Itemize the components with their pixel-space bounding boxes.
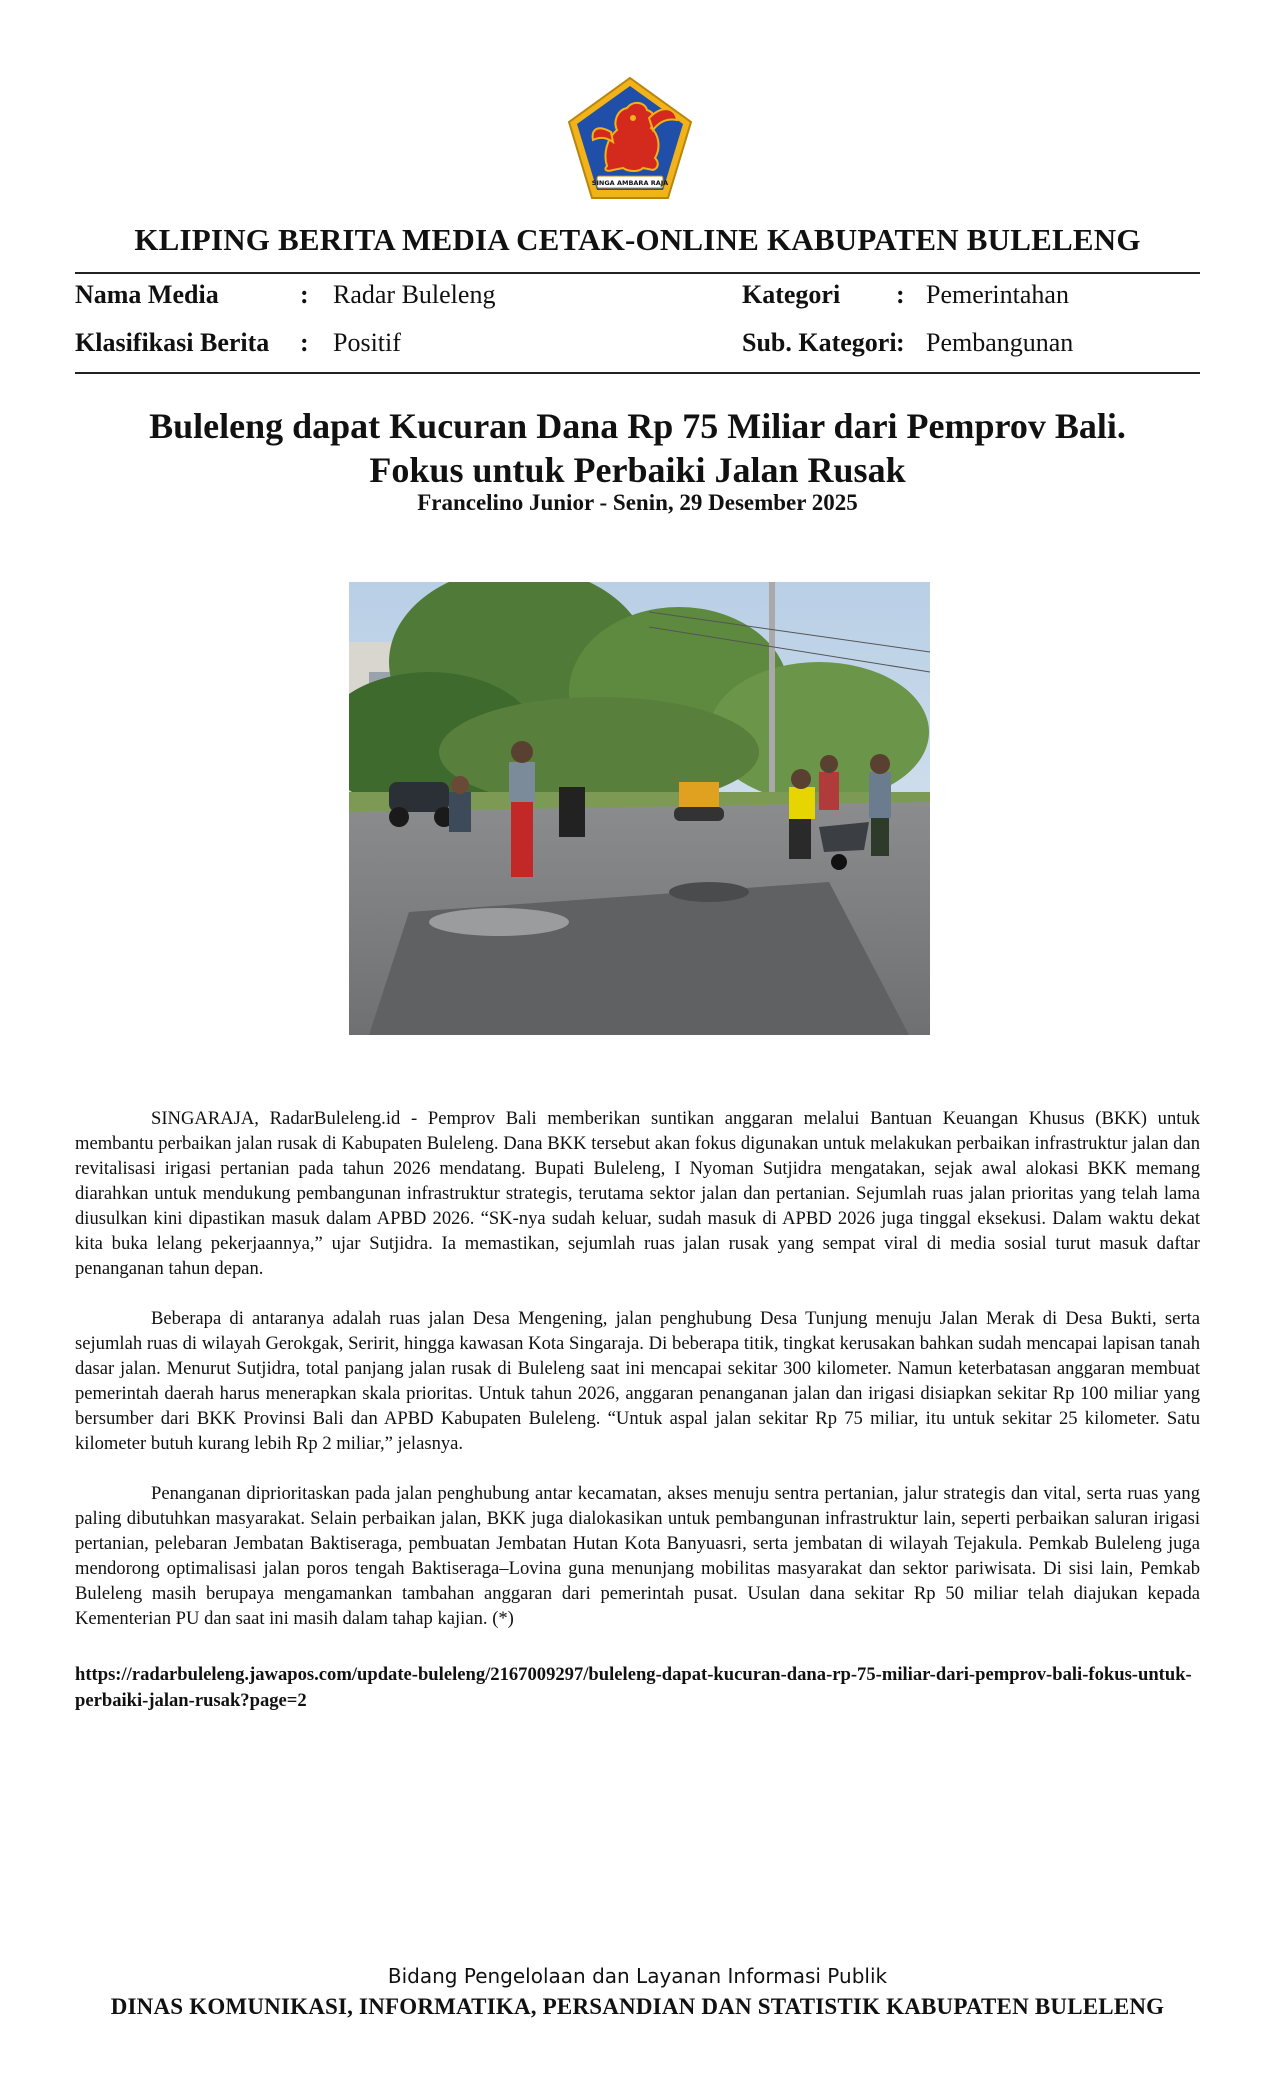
kategori-value: Pemerintahan (926, 280, 1069, 309)
article-headline (0, 404, 1275, 492)
article-paragraph-1: SINGARAJA, RadarBuleleng.id - Pemprov Bali memberikan suntikan anggaran melalui Bantuan Keuangan Khusus (BKK) untuk membantu perbaikan jalan rusak di Kabupaten Buleleng. Dana BKK tersebut akan fokus digunakan untuk melakukan perbaikan infrastruktur jalan dan revitalisasi irigasi pertanian pada tahun 2026 mendatang. Bupati Buleleng, I Nyoman Sutjidra mengatakan, sejak awal alokasi BKK memang diarahkan untuk mendukung pembangunan infrastruktur strategis, terutama sektor jalan dan pertanian. Sejumlah ruas jalan prioritas yang telah lama diusulkan kini dipastikan masuk dalam APBD 2026. “SK-nya sudah keluar, sudah masuk di APBD 2026 juga tinggal eksekusi. Dalam waktu dekat kita buka lelang pekerjaannya,” ujar Sutjidra. Ia memastikan, sejumlah ruas jalan rusak yang sempat viral di media sosial turut masuk daftar penanganan tahun depan. (75, 1108, 1200, 1279)
media-label: Nama Media (75, 280, 219, 309)
document-title: KLIPING BERITA MEDIA CETAK-ONLINE KABUPATEN BULELENG (134, 222, 1141, 257)
subkategori-colon: : (896, 328, 905, 357)
logo-motto: SINGA AMBARA RAJA (591, 179, 669, 187)
subkategori-value: Pembangunan (926, 328, 1074, 357)
article-photo-road-repair (349, 582, 930, 1035)
klasifikasi-value: Positif (333, 328, 401, 357)
header-divider-top (75, 272, 1200, 274)
article-paragraph-3: Penanganan diprioritaskan pada jalan penghubung antar kecamatan, akses menuju sentra pertanian, jalur strategis dan vital, serta ruas yang paling dibutuhkan masyarakat. Selain perbaikan jalan, BKK juga dialokasikan untuk pembangunan infrastruktur lain, seperti perbaikan saluran irigasi pertanian, pelebaran Jembatan Baktiseraga, pembuatan Jembatan Hutan Kota Banyuasri, serta jembatan di wilayah Tejakula. Pemkab Buleleng juga mendorong optimalisasi jalan poros tengah Baktiseraga–Lovina guna menunjang mobilitas masyarakat dan sektor pariwisata. Di sisi lain, Pemkab Buleleng masih berupaya mengamankan tambahan anggaran dari pemerintah pusat. Usulan dana sekitar Rp 50 miliar telah diajukan kepada Kementerian PU dan saat ini masih dalam tahap kajian. (*) (75, 1483, 1200, 1629)
kategori-colon: : (896, 280, 905, 309)
header-divider-bottom (75, 372, 1200, 374)
klasifikasi-label: Klasifikasi Berita (75, 328, 270, 357)
kategori-label: Kategori (742, 280, 841, 309)
subkategori-label: Sub. Kategori (742, 328, 897, 357)
footer-department: Bidang Pengelolaan dan Layanan Informasi Publik (387, 1964, 888, 1988)
media-value: Radar Buleleng (333, 280, 496, 309)
footer-agency: DINAS KOMUNIKASI, INFORMATIKA, PERSANDIAN DAN STATISTIK KABUPATEN BULELENG (110, 1994, 1165, 2019)
buleleng-crest-logo (563, 74, 697, 202)
headline-line-1: Buleleng dapat Kucuran Dana Rp 75 Miliar dari Pemprov Bali. (149, 406, 1126, 446)
media-colon: : (300, 280, 309, 309)
article-body (75, 1106, 1200, 1656)
article-byline: Francelino Junior - Senin, 29 Desember 2025 (417, 490, 858, 515)
headline-line-2: Fokus untuk Perbaiki Jalan Rusak (369, 450, 906, 490)
article-paragraph-2: Beberapa di antaranya adalah ruas jalan Desa Mengening, jalan penghubung Desa Tunjung menuju Jalan Merak di Desa Bukti, serta sejumlah ruas di wilayah Gerokgak, Seririt, hingga kawasan Kota Singaraja. Di beberapa titik, tingkat kerusakan bahkan sudah mencapai lapisan tanah dasar jalan. Menurut Sutjidra, total panjang jalan rusak di Buleleng saat ini mencapai sekitar 300 kilometer. Namun keterbatasan anggaran membuat pemerintah daerah harus menerapkan skala prioritas. Untuk tahun 2026, anggaran penanganan jalan dan irigasi disiapkan sekitar Rp 100 miliar yang bersumber dari BKK Provinsi Bali dan APBD Kabupaten Buleleng. “Untuk aspal jalan sekitar Rp 75 miliar, itu untuk sekitar 25 kilometer. Satu kilometer butuh kurang lebih Rp 2 miliar,” jelasnya. (75, 1308, 1200, 1454)
source-url-link[interactable]: https://radarbuleleng.jawapos.com/update-buleleng/2167009297/buleleng-dapat-kucuran-dana-rp-75-miliar-dari-pemprov-bali-fokus-untuk-perbaiki-jalan-rusak?page=2 (75, 1664, 1192, 1711)
klasifikasi-colon: : (300, 328, 309, 357)
